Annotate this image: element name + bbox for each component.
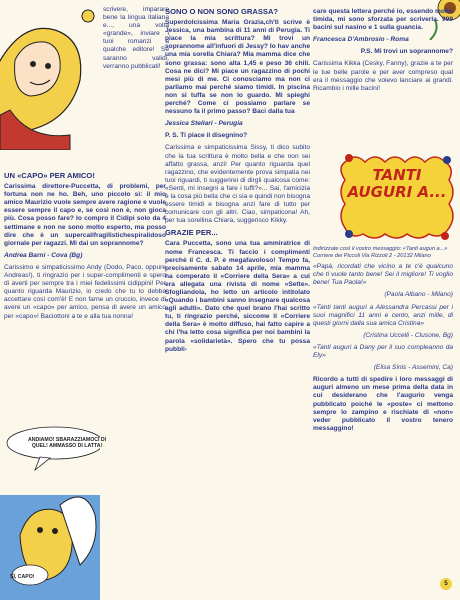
wish-2: «Tanti tanti auguri a Alessandra Percassi per i suoi magnifici 11 anni e cento, anzi mille, di questi giorni dalla sua amica Cristina»	[313, 303, 453, 327]
comic-small-bubble: SÌ, CAPO!	[10, 574, 35, 580]
signature-francesca: Francesca D'Ambrosio - Roma	[313, 36, 409, 44]
comic-speech-bubble: ANDIAMO! SBARAZZIAMOCI DI QUEL! AMMASSO DI LATTA!	[27, 437, 107, 449]
column-1	[4, 172, 166, 325]
cartoon-girl-illustration	[0, 0, 100, 150]
letter-heading-grazie: GRAZIE PER...	[165, 228, 218, 238]
wish-3: «Tanti auguri a Dany per il suo compleanno da Ely»	[313, 343, 453, 360]
column-1-top	[103, 6, 169, 75]
ps-francesca: P.S. Mi trovi un soprannome?	[360, 48, 453, 56]
column-2	[165, 8, 310, 358]
letter-heading-capo: UN «CAPO» PER AMICO!	[4, 171, 95, 180]
reply-andrea: Carissimo e simpaticissimo Andy (Dodo, Paco, oppure Andreas!), ti ringrazio per i super-complimenti e spero di averti per sempre tra i miei fedelissimi cidippini! Per quanto riguarda Maurizio, io credo che tu lo debba accettare così com'è! E non farne un cruccio, invece di avere un «capo» per amico, pensa di avere un amico per «capo»! Baciottoni a te e alla tua nonna!	[4, 263, 166, 320]
reply-jessica: Carissima e simpaticissima Sissy, ti dico subito che la tua scrittura è molto bella e che non sei affatto grassa, anzi! Per quanto riguarda quel ragazzino, che evidentemente prova simpatia nei tuoi riguardi, ti suggerirei di dirgli qualcosa come: «Senti, mi insegni a fare i tuffi?»... Sai, l'amicizia è la cosa più bella che ci sia e quindi non bisogna essere timidi e bisogna anzi fare di tutto per comunicare con gli altri. Ciao, simpaticona! Ah, per tua sorellina Chiara, suggerisco Kikky.	[165, 144, 310, 225]
wish-3-signature: (Elisa Sinis - Assemini, Ca)	[373, 364, 453, 372]
column-3	[313, 8, 453, 97]
letter-francesca: Cara Puccetta, sono una tua ammiratrice di nome Francesca. Ti faccio i complimenti perché il C. d. P. è megafavoloso! Tempo fa, precisamente sabato 14 aprile, mia mamma ha comperato il «Corriere della Sera» a cui era allegata una rivista di nome «Sette». Sfogliandola, ho letto un articolo intitolato «Quando i bambini sanno insegnare qualcosa agli adulti». Dato che quel brano l'hai scritto tu, ti ringrazio perché, siccome il «Corriere della Sera» è molto diffuso, hai fatto capire a chi l'ha letto cosa significa per noi bambini la parola «solidarietà». Spero che tu possa pubbli-	[165, 240, 310, 353]
letter-jessica: Superdolcissima Maria Grazia,ch'ti scrive è Jessica, una bambina di 11 anni di Perugia. Ti piace la mia scrittura? Mi trovi un soprannome all'infuori di Jessy? Io hav anche una mia sorella Chiara? Mia mamma dice che sono grassa: sono alta 1,45 e peso 36 chili. Cosa ne dici? Mi piace un ragazzino di pochi mesi più di me. Ci conosciamo ma non ci parliamo mai perché siamo timidi. In piscina non si tuffa se non lo guardo. Mi spieghi perché? Come ci possiamo parlare se nessuno fa il primo passo? Baci dalla tua	[165, 19, 310, 116]
letter-andrea: Carissima direttore-Puccetta, di problemi, per fortuna non ne ho. Beh, uno piccolo sì: il mio amico Maurizio vuole sempre avere ragione e vuole essere sempre il capo e, se così non è, non gioca più. Cosa posso fare? Io compro il Cidipi solo da 4 settimane e non ne sono molto esperto, ma posso dire che è un supercalifragilistichespiralidoso giornale per ragazzi. Mi dai un soprannome?	[4, 183, 166, 247]
letter-francesca-cont: care questa lettera perché io, essendo molto timida, mi sono sforzata per scriverla. 999 bacini sul nasino e 1 sulla guancia.	[313, 8, 453, 32]
page-number: 5	[440, 578, 452, 590]
letter-heading-grassa: SONO O NON SONO GRASSA?	[165, 7, 279, 16]
wish-1-signature: (Paola Albano - Milano)	[384, 291, 453, 299]
signature-andrea: Andrea Barni - Cova (Bg)	[4, 251, 83, 259]
ps-jessica: P. S. Ti piace il disegnino?	[165, 132, 248, 140]
closing-note: Ricordo a tutti di spedire i loro messaggi di auguri almeno un mese prima della data in cui desiderano che l'augurio venga pubblicato poiché le «poste» ci mettono sempre lo zampino e rischiate di «non» veder pubblicato il vostro tenero messaggino!	[313, 376, 453, 432]
banner-title: TANTI AUGURI A...	[347, 166, 447, 201]
reply-intro: scrivere, imparare bene la lingua italiana e..., una volta «grande», inviare i tuoi romanzi a qualche editore! Se saranno validi, verranno pubblicati!	[103, 6, 169, 70]
signature-jessica: Jessica Stellari - Perugia	[165, 120, 243, 128]
column-3-wishes	[313, 246, 453, 437]
reply-francesca: Carissima Kikka (Cesky, Fanny), grazie a te per le tue belle parole e per aver compreso qual era il messaggio che volevo lanciare ai grandi. Ricambio i mille bacini!	[313, 60, 453, 92]
address-block: Indirizzate così il vostro messaggio: «Tanti auguri a...» Corriere dei Piccoli Via Rizzoli 2 - 20132 Milano	[313, 246, 448, 259]
wish-1: «Papà, ricordati che vicino a te c'è qualcuno che ti vuole tanto bene! Sei il migliore! Ti voglio bene! Tua Paola!»	[313, 263, 453, 287]
wish-2-signature: (Cristina Uccelli - Clusone, Bg)	[363, 331, 453, 339]
